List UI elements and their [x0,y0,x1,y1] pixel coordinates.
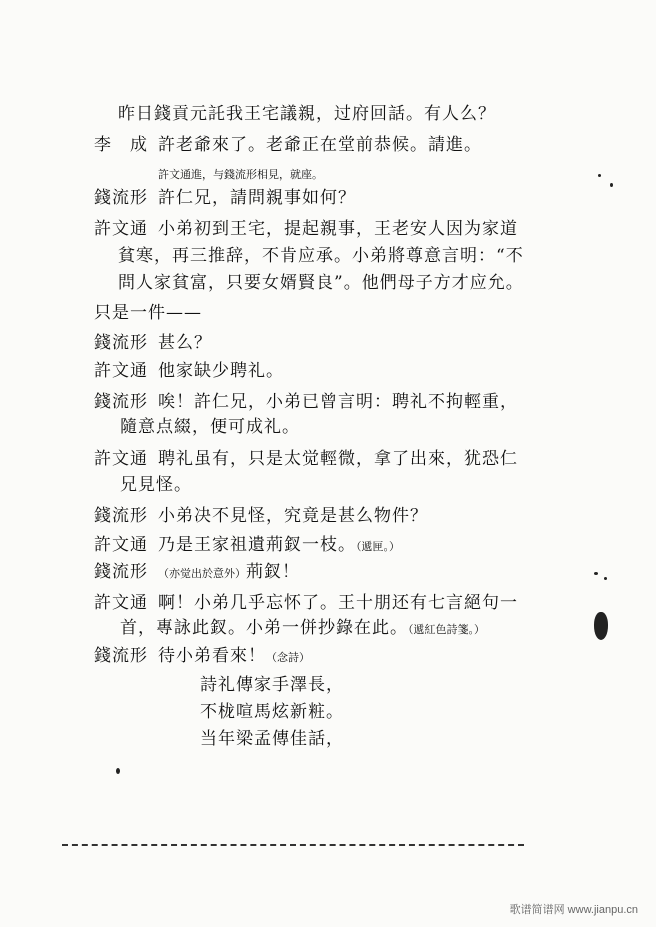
poem-line [200,701,344,723]
text-line [94,302,202,324]
line-text: 昨日錢貢元託我王宅議親，过府回話。有人么？ [118,104,496,124]
dialogue-line [94,391,518,413]
dialogue-line [94,187,356,209]
line-text: 許老爺來了。老爺正在堂前恭候。請進。 [158,135,482,155]
line-text: 聘礼虽有，只是太觉輕微，拿了出來，犹恐仁 [158,449,518,469]
line-text: 乃是王家祖遺荊釵一枝。 [158,535,356,555]
speaker-name: 許文通 [94,449,148,469]
stage-direction: （遞紅色詩箋。） [408,623,485,636]
stage-direction: （遞匣。） [356,540,400,553]
speaker-name: 錢流形 [94,506,148,526]
line-text: 唉！許仁兄，小弟已曾言明：聘礼不拘輕重， [158,392,518,412]
dialogue-line [94,561,300,585]
speaker-name: 李 成 [94,135,148,155]
speaker-name: 許文通 [94,535,148,555]
stage-direction: （念詩） [266,651,310,664]
text-line [120,416,300,438]
line-text: 甚么？ [158,333,212,353]
speaker-name: 錢流形 [94,562,148,582]
ink-speck [116,768,120,774]
line-text: 不栊喧馬炫新粧。 [200,702,344,722]
dialogue-line [94,332,212,354]
dialogue-line [94,534,400,558]
line-text: 問人家貧富，只要女婿賢良”。他們母子方才应允。 [118,273,524,293]
dialogue-line [94,645,310,669]
dialogue-line [94,592,518,614]
text-line [118,103,496,125]
speaker-name: 錢流形 [94,646,148,666]
line-text: 小弟初到王宅，提起親事，王老安人因为家道 [158,219,518,239]
text-line [120,474,192,496]
speaker-name: 許文通 [94,219,148,239]
poem-line [200,728,344,750]
line-text: 貧寒，再三推辞，不肯应承。小弟將尊意言明：“不 [118,246,524,266]
line-text: 他家缺少聘礼。 [158,361,284,381]
line-text: 兄見怪。 [120,475,192,495]
dialogue-line [94,218,518,240]
speaker-name: 許文通 [94,361,148,381]
line-text: 只是一件—— [94,303,202,323]
line-text: 待小弟看來！ [158,646,266,666]
line-text: 隨意点綴，便可成礼。 [120,417,300,437]
text-line [118,245,524,267]
line-text: 詩礼傳家手澤長， [200,675,344,695]
speaker-name: 錢流形 [94,188,148,208]
ink-smudge [594,612,608,640]
stage-direction [158,164,323,186]
ink-speck [594,572,598,575]
stage-direction: （亦觉出於意外） [158,567,246,580]
watermark: 歌谱简谱网 www.jianpu.cn [509,904,638,916]
text-line [118,272,524,294]
text-line [120,617,485,641]
line-text: 荊釵！ [246,562,300,582]
dialogue-line [94,448,518,470]
ink-speck [610,183,613,187]
speaker-name: 許文通 [94,593,148,613]
line-text: 首，專詠此釵。小弟一併抄錄在此。 [120,618,408,638]
line-text: 許文通進，与錢流形相見，就座。 [158,168,323,181]
dialogue-line [94,360,284,382]
line-text: 小弟决不見怪，究竟是甚么物件？ [158,506,428,526]
line-text: 当年梁孟傳佳話， [200,729,344,749]
line-text: 許仁兄，請問親事如何？ [158,188,356,208]
ink-speck [604,577,607,580]
speaker-name: 錢流形 [94,333,148,353]
poem-line [200,674,344,696]
dialogue-line [94,505,428,527]
speaker-name: 錢流形 [94,392,148,412]
ink-speck [598,174,601,177]
line-text: 啊！小弟几乎忘怀了。王十朋还有七言絕句一 [158,593,518,613]
dialogue-line [94,134,482,156]
bottom-rule [62,844,524,846]
